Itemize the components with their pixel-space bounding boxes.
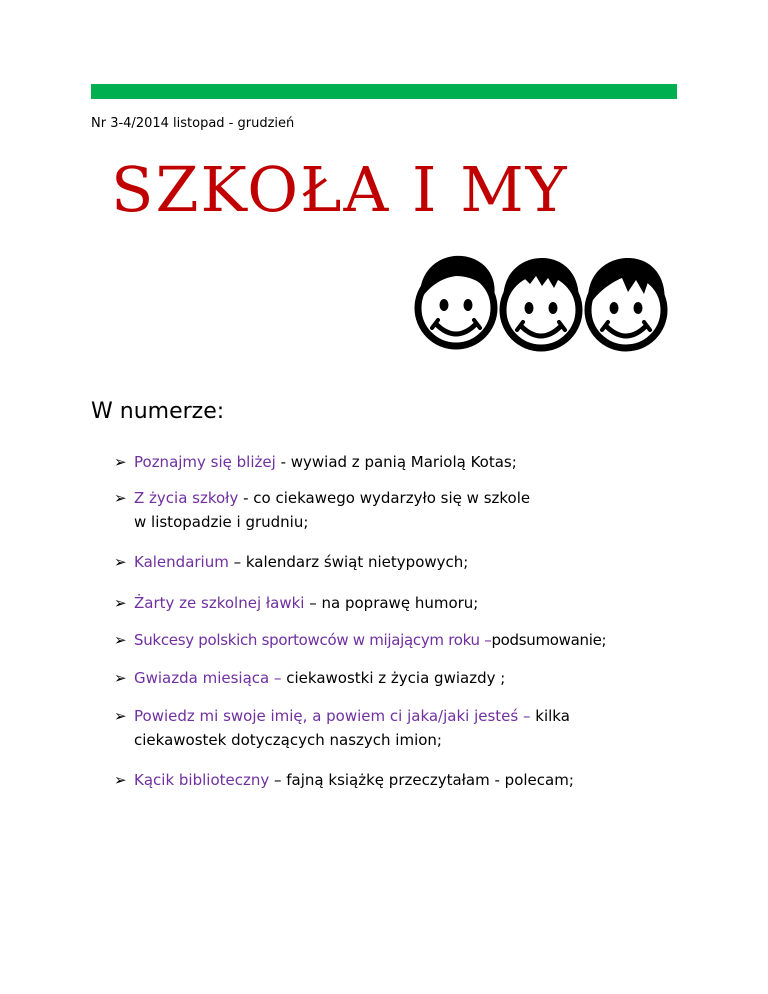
item-description: ciekawostki z życia gwiazdy ;	[281, 669, 506, 687]
bullet-arrow-icon: ➢	[114, 669, 127, 687]
list-item-text	[134, 591, 704, 615]
bullet-arrow-icon: ➢	[114, 453, 127, 471]
item-description-cont: ciekawostek dotyczących naszych imion;	[134, 731, 442, 749]
issue-number: Nr 3-4/2014 listopad - grudzień	[91, 116, 295, 131]
list-item-text	[134, 550, 704, 574]
bullet-arrow-icon: ➢	[114, 594, 127, 612]
item-topic: Gwiazda miesiąca –	[134, 669, 282, 687]
face-middle	[503, 258, 579, 348]
bullet-arrow-icon: ➢	[114, 631, 127, 649]
list-item-text	[134, 450, 704, 474]
newsletter-title: SZKOŁA I MY	[111, 153, 569, 226]
list-item-text	[134, 666, 704, 690]
bullet-arrow-icon: ➢	[114, 707, 127, 725]
item-topic: Kalendarium	[134, 553, 229, 571]
face-right	[588, 258, 665, 348]
item-topic: Kącik biblioteczny	[134, 771, 270, 789]
item-topic: Poznajmy się bliżej	[134, 453, 276, 471]
item-description: – kalendarz świąt nietypowych;	[228, 553, 469, 571]
bullet-arrow-icon: ➢	[114, 489, 127, 507]
item-description: – fajną książkę przeczytałam - polecam;	[269, 771, 574, 789]
toc-heading: W numerze:	[91, 399, 225, 424]
item-description: podsumowanie;	[491, 631, 607, 649]
face-left	[418, 256, 495, 346]
item-description: kilka	[530, 707, 570, 725]
list-item-text	[134, 628, 704, 652]
list-item-text	[134, 486, 704, 534]
item-topic: Z życia szkoły	[134, 489, 239, 507]
item-description-cont: w listopadzie i grudniu;	[134, 513, 309, 531]
three-smiling-faces-icon	[414, 248, 668, 368]
bullet-arrow-icon: ➢	[114, 553, 127, 571]
item-description: - co ciekawego wydarzyło się w szkole	[238, 489, 531, 507]
bullet-arrow-icon: ➢	[114, 771, 127, 789]
list-item-text	[134, 704, 704, 752]
item-topic: Powiedz mi swoje imię, a powiem ci jaka/jaki jesteś –	[134, 707, 531, 725]
list-item-text	[134, 768, 704, 792]
header-green-bar	[91, 84, 677, 99]
item-topic: Żarty ze szkolnej ławki	[134, 594, 305, 612]
item-description: - wywiad z panią Mariolą Kotas;	[275, 453, 517, 471]
item-description: – na poprawę humoru;	[304, 594, 479, 612]
item-topic: Sukcesy polskich sportowców w mijającym roku –	[134, 631, 492, 649]
